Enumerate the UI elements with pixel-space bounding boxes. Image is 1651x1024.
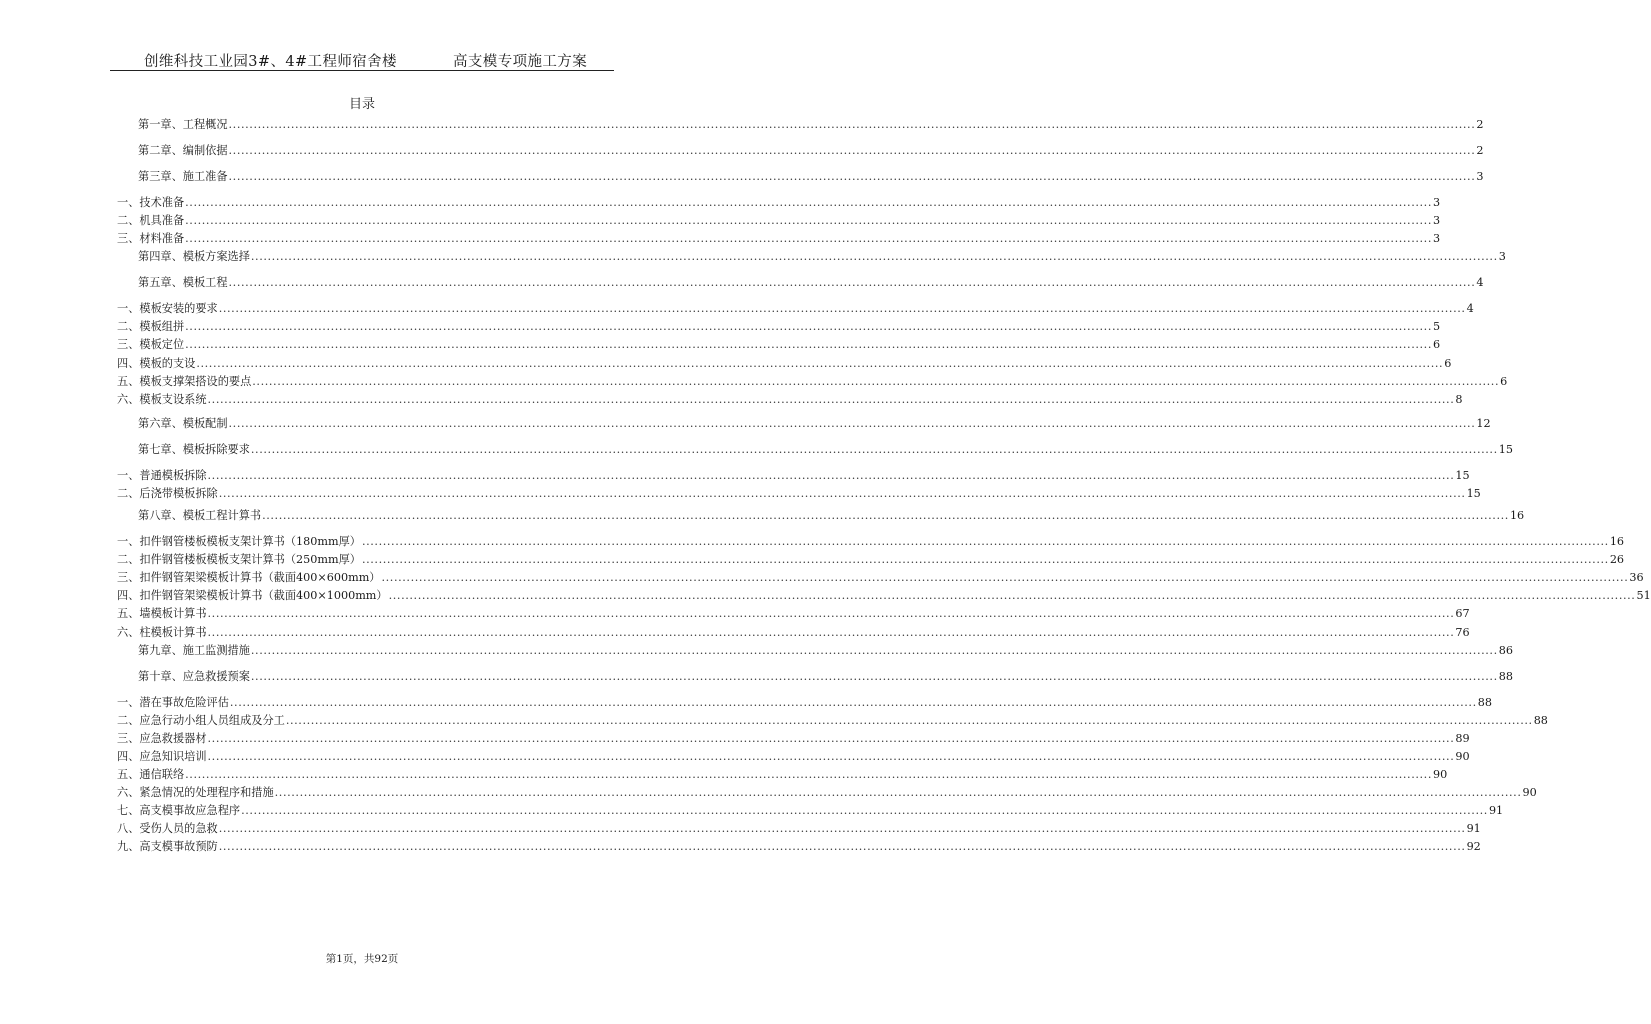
toc-entry[interactable] [117,302,1474,316]
toc-entry-page: 2 [1476,144,1484,157]
toc-entry-label: 七、高支模事故应急程序 [117,804,241,817]
toc-leader-dots: ............................................................................................................................................................................................................................................................................................................ [228,144,1476,157]
toc-entry-label: 三、模板定位 [117,338,185,351]
toc-entry[interactable] [138,443,1513,457]
toc-entry-label: 六、柱模板计算书 [117,626,207,639]
toc-entry-label: 第七章、模板拆除要求 [138,443,250,456]
toc-leader-dots: ............................................................................................................................................................................................................................................................................................................ [207,393,1455,406]
toc-entry[interactable] [117,535,1625,549]
toc-entry-page: 3 [1476,170,1484,183]
toc-leader-dots: ............................................................................................................................................................................................................................................................................................................ [250,644,1498,657]
toc-entry[interactable] [117,553,1625,567]
toc-entry-label: 一、潜在事故危险评估 [117,696,229,709]
toc-leader-dots: ............................................................................................................................................................................................................................................................................................................ [185,320,1432,333]
toc-leader-dots: ............................................................................................................................................................................................................................................................................................................ [262,509,1509,522]
toc-entry-page: 15 [1498,443,1513,456]
toc-entry-label: 三、材料准备 [117,232,185,245]
toc-leader-dots: ............................................................................................................................................................................................................................................................................................................ [218,302,1466,315]
toc-entry-label: 四、模板的支设 [117,357,196,370]
toc-leader-dots: ............................................................................................................................................................................................................................................................................................................ [218,822,1466,835]
toc-entry-label: 四、扣件钢管架梁模板计算书（截面400×1000mm） [117,589,388,602]
toc-leader-dots: ............................................................................................................................................................................................................................................................................................................ [218,487,1466,500]
toc-entry-label: 六、模板支设系统 [117,393,207,406]
toc-leader-dots: ............................................................................................................................................................................................................................................................................................................ [185,232,1432,245]
toc-entry-label: 三、应急救援器材 [117,732,207,745]
toc-entry[interactable] [117,393,1463,407]
header-document-title: 高支模专项施工方案 [453,54,588,70]
toc-entry-label: 第九章、施工监测措施 [138,644,250,657]
toc-entry-label: 九、高支模事故预防 [117,840,218,853]
toc-entry-label: 二、模板组拼 [117,320,185,333]
toc-leader-dots: ............................................................................................................................................................................................................................................................................................................ [241,804,1488,817]
toc-entry-label: 四、应急知识培训 [117,750,207,763]
toc-entry[interactable] [138,250,1506,264]
toc-entry-label: 第五章、模板工程 [138,276,228,289]
toc-entry-page: 12 [1476,417,1491,430]
header-project-name: 创维科技工业园3#、4#工程师宿舍楼 [144,54,397,70]
toc-entry-label: 第十章、应急救援预案 [138,670,250,683]
toc-leader-dots: ............................................................................................................................................................................................................................................................................................................ [285,714,1533,727]
toc-entry[interactable] [117,804,1504,818]
toc-entry-page: 3 [1433,214,1441,227]
toc-entry[interactable] [117,750,1470,764]
toc-leader-dots: ............................................................................................................................................................................................................................................................................................................ [196,357,1444,370]
toc-entry-page: 90 [1522,786,1537,799]
toc-entry[interactable] [117,732,1470,746]
toc-entry-label: 六、紧急情况的处理程序和措施 [117,786,274,799]
toc-entry-page: 2 [1476,118,1484,131]
toc-entry-label: 二、应急行动小组人员组成及分工 [117,714,285,727]
toc-entry[interactable] [117,232,1441,246]
toc-entry-label: 八、受伤人员的急救 [117,822,218,835]
toc-entry-page: 3 [1433,196,1441,209]
toc-entry[interactable] [138,509,1525,523]
toc-entry[interactable] [138,144,1484,158]
toc-entry[interactable] [117,469,1470,483]
toc-entry-page: 4 [1476,276,1484,289]
toc-entry[interactable] [117,714,1548,728]
toc-entry-page: 86 [1498,644,1513,657]
toc-entry-page: 5 [1433,320,1441,333]
toc-entry-page: 16 [1609,535,1625,548]
toc-entry[interactable] [117,571,1644,585]
toc-entry[interactable] [138,417,1491,431]
toc-entry-page: 67 [1455,607,1470,620]
toc-entry[interactable] [117,768,1448,782]
toc-leader-dots: ............................................................................................................................................................................................................................................................................................................ [361,553,1609,566]
toc-entry-label: 第一章、工程概况 [138,118,228,131]
toc-entry-page: 90 [1455,750,1470,763]
toc-entry-label: 五、墙模板计算书 [117,607,207,620]
toc-leader-dots: ............................................................................................................................................................................................................................................................................................................ [207,750,1455,763]
toc-title: 目录 [348,97,375,112]
toc-entry-page: 4 [1466,302,1474,315]
toc-entry-label: 第八章、模板工程计算书 [138,509,262,522]
toc-entry-page: 51 [1636,589,1651,602]
toc-entry[interactable] [117,320,1441,334]
toc-entry-page: 88 [1498,670,1513,683]
toc-entry-label: 五、通信联络 [117,768,185,781]
page-footer: 第1页，共92页 [325,953,399,965]
toc-entry-page: 88 [1477,696,1492,709]
toc-entry[interactable] [138,170,1484,184]
toc-entry-page: 15 [1455,469,1470,482]
toc-leader-dots: ............................................................................................................................................................................................................................................................................................................ [361,535,1609,548]
toc-leader-dots: ............................................................................................................................................................................................................................................................................................................ [185,196,1432,209]
toc-entry[interactable] [117,487,1481,501]
toc-leader-dots: ............................................................................................................................................................................................................................................................................................................ [274,786,1522,799]
toc-entry-page: 6 [1444,357,1452,370]
toc-entry-page: 26 [1609,553,1625,566]
toc-entry-label: 二、机具准备 [117,214,185,227]
toc-entry[interactable] [117,626,1470,640]
toc-leader-dots: ............................................................................................................................................................................................................................................................................................................ [207,469,1455,482]
toc-leader-dots: ............................................................................................................................................................................................................................................................................................................ [228,170,1476,183]
toc-entry[interactable] [117,357,1452,371]
toc-entry-page: 89 [1455,732,1470,745]
toc-entry-page: 8 [1455,393,1463,406]
toc-leader-dots: ............................................................................................................................................................................................................................................................................................................ [228,276,1476,289]
toc-entry-page: 92 [1466,840,1481,853]
toc-entry[interactable] [117,589,1651,603]
toc-entry-page: 36 [1629,571,1644,584]
toc-entry-label: 五、模板支撑架搭设的要点 [117,375,252,388]
toc-entry-page: 3 [1498,250,1506,263]
toc-leader-dots: ............................................................................................................................................................................................................................................................................................................ [185,214,1432,227]
toc-entry[interactable] [138,644,1513,658]
toc-leader-dots: ............................................................................................................................................................................................................................................................................................................ [388,589,1636,602]
toc-leader-dots: ............................................................................................................................................................................................................................................................................................................ [228,417,1476,430]
toc-entry-label: 三、扣件钢管架梁模板计算书（截面400×600mm） [117,571,381,584]
toc-leader-dots: ............................................................................................................................................................................................................................................................................................................ [250,670,1498,683]
toc-leader-dots: ............................................................................................................................................................................................................................................................................................................ [381,571,1629,584]
toc-entry-page: 91 [1466,822,1481,835]
toc-entry[interactable] [117,196,1441,210]
toc-leader-dots: ............................................................................................................................................................................................................................................................................................................ [250,250,1498,263]
toc-entry[interactable] [117,607,1470,621]
toc-leader-dots: ............................................................................................................................................................................................................................................................................................................ [207,626,1455,639]
toc-entry-label: 二、扣件钢管楼板模板支架计算书（250mm厚） [117,553,361,566]
toc-entry[interactable] [117,822,1481,836]
toc-entry-page: 91 [1488,804,1504,817]
page-header [110,48,614,71]
toc-entry-label: 一、模板安装的要求 [117,302,218,315]
toc-entry[interactable] [138,276,1484,290]
toc-entry-page: 3 [1433,232,1441,245]
toc-entry[interactable] [117,375,1508,389]
toc-entry-label: 一、扣件钢管楼板模板支架计算书（180mm厚） [117,535,361,548]
toc-leader-dots: ............................................................................................................................................................................................................................................................................................................ [185,338,1432,351]
toc-entry-page: 76 [1455,626,1470,639]
toc-entry-page: 88 [1533,714,1548,727]
toc-entry-label: 第六章、模板配制 [138,417,228,430]
toc-entry[interactable] [117,840,1481,854]
toc-entry-label: 一、普通模板拆除 [117,469,207,482]
toc-leader-dots: ............................................................................................................................................................................................................................................................................................................ [185,768,1432,781]
toc-entry[interactable] [117,338,1441,352]
toc-entry-label: 第二章、编制依据 [138,144,228,157]
toc-leader-dots: ............................................................................................................................................................................................................................................................................................................ [207,607,1455,620]
toc-entry-label: 二、后浇带模板拆除 [117,487,218,500]
toc-entry-page: 16 [1509,509,1525,522]
toc-leader-dots: ............................................................................................................................................................................................................................................................................................................ [218,840,1466,853]
toc-entry-page: 6 [1500,375,1508,388]
toc-leader-dots: ............................................................................................................................................................................................................................................................................................................ [207,732,1455,745]
toc-leader-dots: ............................................................................................................................................................................................................................................................................................................ [252,375,1500,388]
toc-entry-label: 一、技术准备 [117,196,185,209]
toc-entry-page: 15 [1466,487,1481,500]
toc-leader-dots: ............................................................................................................................................................................................................................................................................................................ [228,118,1476,131]
toc-entry-page: 90 [1433,768,1448,781]
toc-entry[interactable] [117,214,1441,228]
toc-entry[interactable] [117,786,1537,800]
toc-entry[interactable] [138,670,1513,684]
toc-entry[interactable] [138,118,1484,132]
toc-leader-dots: ............................................................................................................................................................................................................................................................................................................ [250,443,1498,456]
toc-entry-label: 第三章、施工准备 [138,170,228,183]
toc-entry-page: 6 [1433,338,1441,351]
toc-entry[interactable] [117,696,1492,710]
toc-entry-label: 第四章、模板方案选择 [138,250,250,263]
toc-leader-dots: ............................................................................................................................................................................................................................................................................................................ [229,696,1477,709]
